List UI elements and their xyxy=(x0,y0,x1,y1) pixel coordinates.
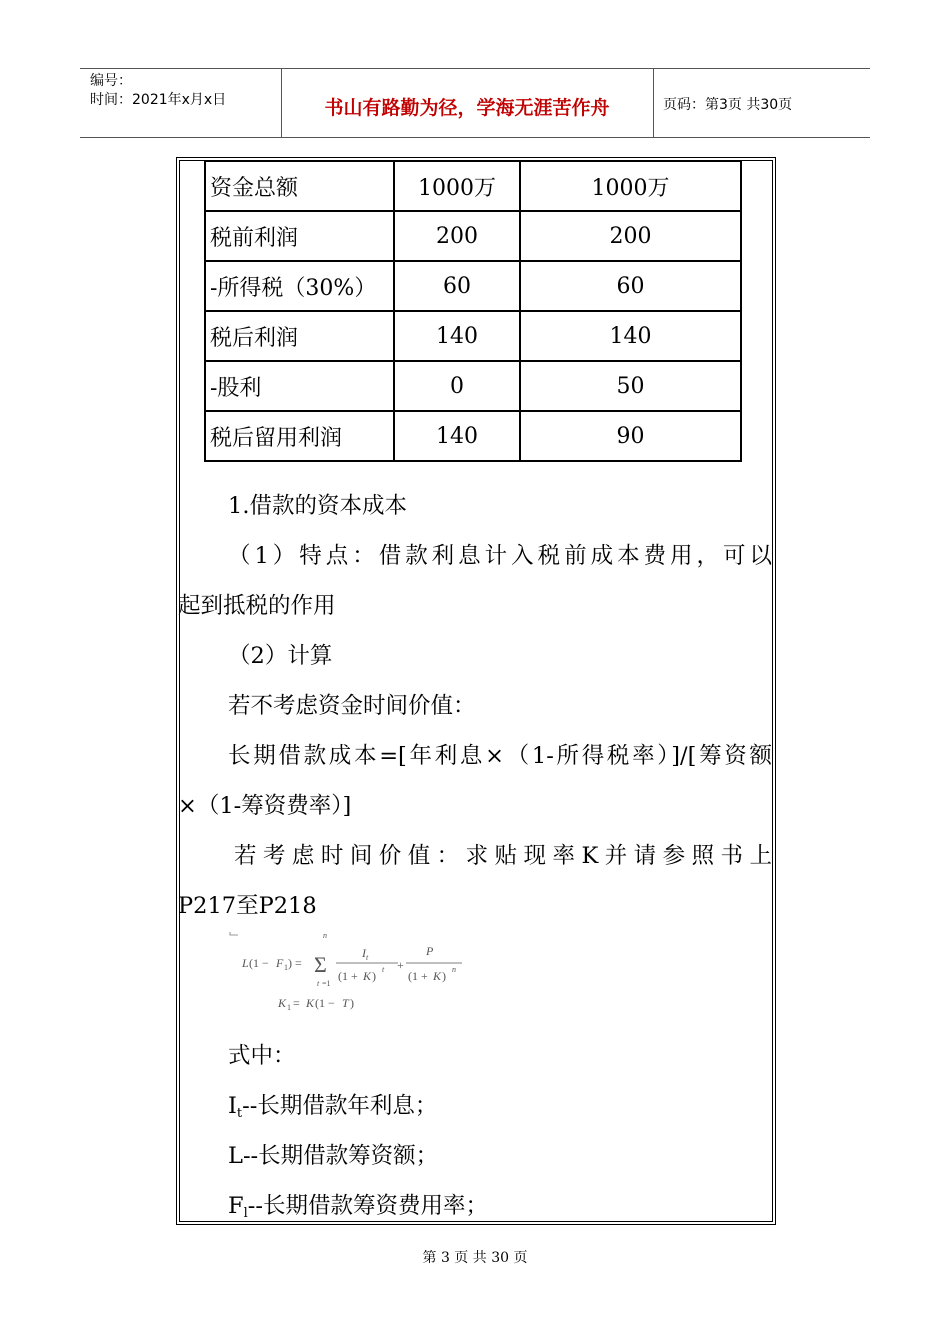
svg-text:K: K xyxy=(433,969,442,983)
svg-text:=: = xyxy=(293,996,300,1010)
paragraph-line: 若不考虑资金时间价值： xyxy=(228,693,476,719)
table-cell: -股利 xyxy=(205,361,394,411)
page-footer: 第 3 页 共 30 页 xyxy=(422,1250,528,1266)
paragraph-line: （1）特点：借款利息计入税前成本费用，可以 xyxy=(228,543,772,569)
profit-table xyxy=(204,160,742,462)
symbol-main: F xyxy=(228,1193,244,1219)
table-row xyxy=(205,261,741,311)
svg-text:(1 +: (1 + xyxy=(338,969,358,983)
svg-text:K: K xyxy=(306,996,315,1010)
header-page-info: 页码：第3页 共30页 xyxy=(663,97,793,113)
table-cell: 税后留用利润 xyxy=(205,411,394,461)
table-cell: 1000万 xyxy=(520,161,741,211)
svg-text:n: n xyxy=(452,965,456,974)
number-label: 编号： xyxy=(90,73,132,89)
table-row xyxy=(205,161,741,211)
paragraph-line: 起到抵税的作用 xyxy=(178,593,336,619)
table-cell: 资金总额 xyxy=(205,161,394,211)
definition-text: --长期借款筹资费用率； xyxy=(247,1193,489,1219)
symbol-main: I xyxy=(228,1093,237,1119)
svg-text:F: F xyxy=(276,956,284,970)
table-cell: 200 xyxy=(520,211,741,261)
table-cell: 50 xyxy=(520,361,741,411)
svg-text:(1 −: (1 − xyxy=(249,956,269,970)
table-cell: 200 xyxy=(394,211,520,261)
table-cell: 60 xyxy=(394,261,520,311)
paragraph-line: 长期借款成本=[年利息×（1-所得税率）]/[筹资额 xyxy=(228,743,772,769)
header-meta xyxy=(90,72,226,110)
svg-text:(1 +: (1 + xyxy=(408,969,428,983)
svg-text:n: n xyxy=(323,931,327,940)
table-cell: 税后利润 xyxy=(205,311,394,361)
paragraph-line: 若考虑时间价值：求贴现率K并请参照书上 xyxy=(234,843,772,869)
definition-text: --长期借款年利息； xyxy=(242,1093,438,1119)
table-row xyxy=(205,411,741,461)
svg-text:) =: ) = xyxy=(288,956,302,970)
header-divider xyxy=(653,69,654,137)
paragraph-line: 式中： xyxy=(228,1043,296,1069)
svg-text:t: t xyxy=(382,965,385,974)
table-cell: 140 xyxy=(394,411,520,461)
table-row xyxy=(205,211,741,261)
table-row xyxy=(205,311,741,361)
svg-text:1: 1 xyxy=(287,1003,291,1012)
svg-text:): ) xyxy=(442,969,446,983)
header-motto: 书山有路勤为径，学海无涯苦作舟 xyxy=(324,97,610,119)
symbol-subscript: t xyxy=(236,1106,243,1121)
svg-text:=1: =1 xyxy=(322,979,331,988)
svg-text:t: t xyxy=(317,979,320,988)
table-cell: 税前利润 xyxy=(205,211,394,261)
table-cell: 0 xyxy=(394,361,520,411)
table-cell: 140 xyxy=(520,311,741,361)
svg-text:t: t xyxy=(366,953,369,962)
definition-line xyxy=(228,1188,488,1221)
svg-text:Σ: Σ xyxy=(314,952,327,977)
svg-text:): ) xyxy=(372,969,376,983)
svg-text:K: K xyxy=(278,996,287,1010)
table-cell: 90 xyxy=(520,411,741,461)
paragraph-line: P217至P218 xyxy=(178,893,317,919)
symbol-subscript: l xyxy=(243,1206,248,1221)
svg-text:T: T xyxy=(342,996,349,1010)
svg-text:I: I xyxy=(362,946,366,960)
paragraph-line: （2）计算 xyxy=(228,643,333,669)
svg-text:+: + xyxy=(397,958,404,972)
svg-text:P: P xyxy=(426,944,434,958)
table-cell: 140 xyxy=(394,311,520,361)
paragraph-line: ×（1-筹资费率）] xyxy=(178,793,352,819)
time-label: 时间：2021年x月x日 xyxy=(90,92,227,108)
svg-text:): ) xyxy=(350,996,354,1010)
definition-line xyxy=(228,1088,437,1121)
definition-line: L--长期借款筹资额； xyxy=(228,1143,439,1169)
formula-image xyxy=(228,928,488,1018)
table-cell: 60 xyxy=(520,261,741,311)
table-cell: -所得税（30%） xyxy=(205,261,394,311)
table-row xyxy=(205,361,741,411)
section-heading: 1.借款的资本成本 xyxy=(228,493,407,519)
svg-text:(1 −: (1 − xyxy=(315,996,335,1010)
page-header xyxy=(80,68,870,138)
svg-text:L: L xyxy=(242,956,249,970)
svg-text:1: 1 xyxy=(284,963,288,972)
table-cell: 1000万 xyxy=(394,161,520,211)
svg-text:K: K xyxy=(363,969,372,983)
